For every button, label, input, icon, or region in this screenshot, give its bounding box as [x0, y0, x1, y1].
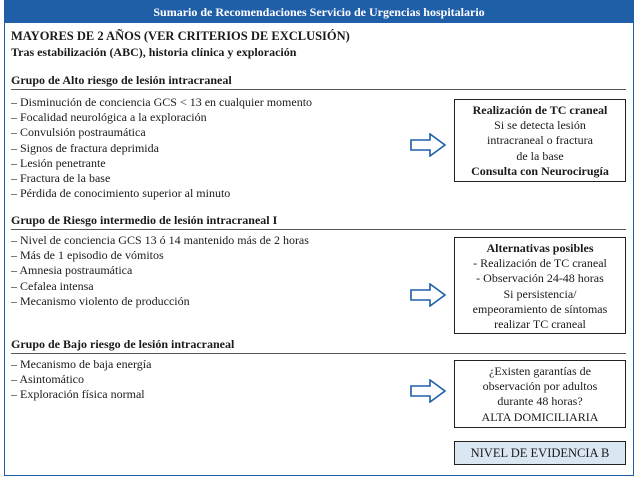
section-divider [11, 89, 626, 90]
group-high-risk-title: Grupo de Alto riesgo de lesión intracraneal [11, 73, 232, 87]
list-item: – Signos de fractura deprimida [11, 141, 312, 156]
recommendation-line: Realización de TC craneal [472, 103, 608, 117]
group-intermediate-risk-list [11, 233, 309, 309]
summary-panel [4, 0, 634, 476]
recommendation-box-high [454, 99, 626, 182]
section-divider [11, 353, 626, 354]
recommendation-line: Consulta con Neurocirugía [471, 163, 609, 178]
recommendation-line: Alternativas posibles [486, 241, 594, 255]
recommendation-line: intracraneal o fractura [487, 133, 593, 148]
list-item: – Mecanismo violento de producción [11, 294, 309, 309]
list-item: – Cefalea intensa [11, 279, 309, 294]
list-item: – Focalidad neurológica a la exploración [11, 110, 312, 125]
list-item: – Lesión penetrante [11, 156, 312, 171]
recommendation-line: - Observación 24-48 horas [476, 271, 604, 286]
list-item: – Convulsión postraumática [11, 125, 312, 140]
recommendation-line: Si persistencia/ [503, 286, 577, 301]
list-item: – Nivel de conciencia GCS 13 ó 14 mantenido más de 2 horas [11, 233, 309, 248]
list-item: – Mecanismo de baja energía [11, 357, 151, 372]
list-item: – Más de 1 episodio de vómitos [11, 248, 309, 263]
recommendation-line: Si se detecta lesión [494, 118, 586, 133]
group-intermediate-risk-title: Grupo de Riesgo intermedio de lesión intracraneal I [11, 213, 278, 227]
group-high-risk-list [11, 95, 312, 201]
main-heading: MAYORES DE 2 AÑOS (VER CRITERIOS DE EXCLUSIÓN) [11, 29, 350, 43]
recommendation-box-low [454, 360, 626, 428]
list-item: – Pérdida de conocimiento superior al minuto [11, 186, 312, 201]
group-low-risk-title: Grupo de Bajo riesgo de lesión intracraneal [11, 337, 235, 351]
recommendation-line: ¿Existen garantías de [489, 364, 591, 378]
list-item: – Asintomático [11, 372, 151, 387]
recommendation-line: realizar TC craneal [494, 317, 586, 332]
list-item: – Fractura de la base [11, 171, 312, 186]
recommendation-line: empeoramiento de síntomas [472, 301, 608, 316]
section-divider [11, 229, 626, 230]
sub-heading: Tras estabilización (ABC), historia clínica y exploración [11, 45, 297, 59]
recommendation-line: - Realización de TC craneal [473, 256, 607, 271]
recommendation-line: de la base [516, 148, 564, 163]
recommendation-line: durante 48 horas? [497, 394, 583, 409]
page-title: Sumario de Recomendaciones Servicio de Urgencias hospitalario [5, 1, 633, 23]
list-item: – Disminución de conciencia GCS < 13 en cualquier momento [11, 95, 312, 110]
recommendation-line: observación por adultos [482, 379, 598, 394]
evidence-level-badge: NIVEL DE EVIDENCIA B [454, 441, 626, 465]
recommendation-box-intermediate [454, 237, 626, 334]
list-item: – Exploración física normal [11, 387, 151, 402]
list-item: – Amnesia postraumática [11, 263, 309, 278]
right-arrow-icon [410, 283, 446, 307]
right-arrow-icon [410, 379, 446, 403]
recommendation-line: ALTA DOMICILIARIA [481, 409, 599, 424]
right-arrow-icon [410, 133, 446, 157]
group-low-risk-list [11, 357, 151, 403]
